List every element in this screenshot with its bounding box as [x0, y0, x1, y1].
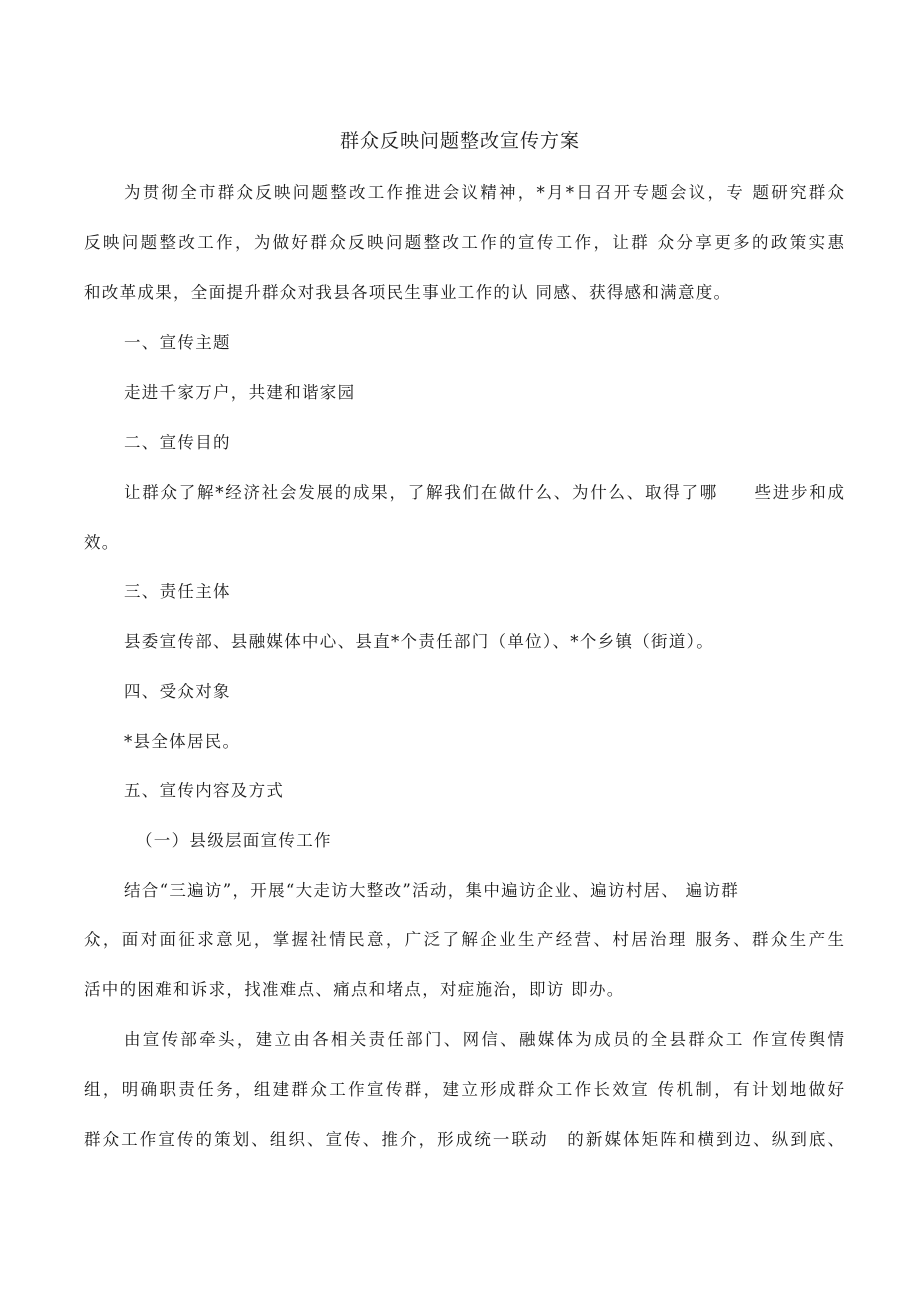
- section-heading: 二、宣传目的: [124, 433, 231, 452]
- paragraph-line: 众，面对面征求意见，掌握社情民意，广泛了解企业生产经营、村居治理 服务、群众生产生: [84, 930, 844, 949]
- paragraph-line: 反映问题整改工作，为做好群众反映问题整改工作的宣传工作，让群 众分享更多的政策实惠: [84, 233, 844, 252]
- section-heading: 一、宣传主题: [124, 333, 231, 352]
- paragraph-line: 组，明确职责任务，组建群众工作宣传群，建立形成群众工作长效宣 传机制，有计划地做好: [84, 1080, 844, 1099]
- paragraph-line: *县全体居民。: [124, 732, 241, 751]
- paragraph-line: 县委宣传部、县融媒体中心、县直*个责任部门（单位）、*个乡镇（街道）。: [124, 632, 714, 651]
- paragraph-line: 由宣传部牵头，建立由各相关责任部门、网信、融媒体为成员的全县群众工 作宣传舆情: [124, 1030, 844, 1049]
- paragraph-line: 和改革成果，全面提升群众对我县各项民生事业工作的认 同感、获得感和满意度。: [84, 283, 732, 302]
- section-heading: 三、责任主体: [124, 582, 231, 601]
- paragraph-line: 结合“三遍访”，开展“大走访大整改”活动，集中遍访企业、遍访村居、 遍访群: [124, 881, 740, 900]
- subsection-heading: （一）县级层面宣传工作: [136, 831, 332, 850]
- paragraph-line: 活中的困难和诉求，找准难点、痛点和堵点，对症施治，即访 即办。: [84, 980, 625, 999]
- section-heading: 五、宣传内容及方式: [124, 781, 285, 800]
- paragraph-line: 效。: [84, 533, 120, 552]
- section-heading: 四、受众对象: [124, 682, 231, 701]
- paragraph-line: 走进千家万户，共建和谐家园: [124, 383, 356, 402]
- paragraph-line: 群众工作宣传的策划、组织、宣传、推介，形成统一联动 的新媒体矩阵和横到边、纵到底、: [84, 1130, 844, 1149]
- paragraph-line: 为贯彻全市群众反映问题整改工作推进会议精神，*月*日召开专题会议，专 题研究群众: [124, 183, 844, 202]
- document-title: 群众反映问题整改宣传方案: [339, 130, 580, 152]
- paragraph-line: 让群众了解*经济社会发展的成果，了解我们在做什么、为什么、取得了哪 些进步和成: [124, 483, 844, 502]
